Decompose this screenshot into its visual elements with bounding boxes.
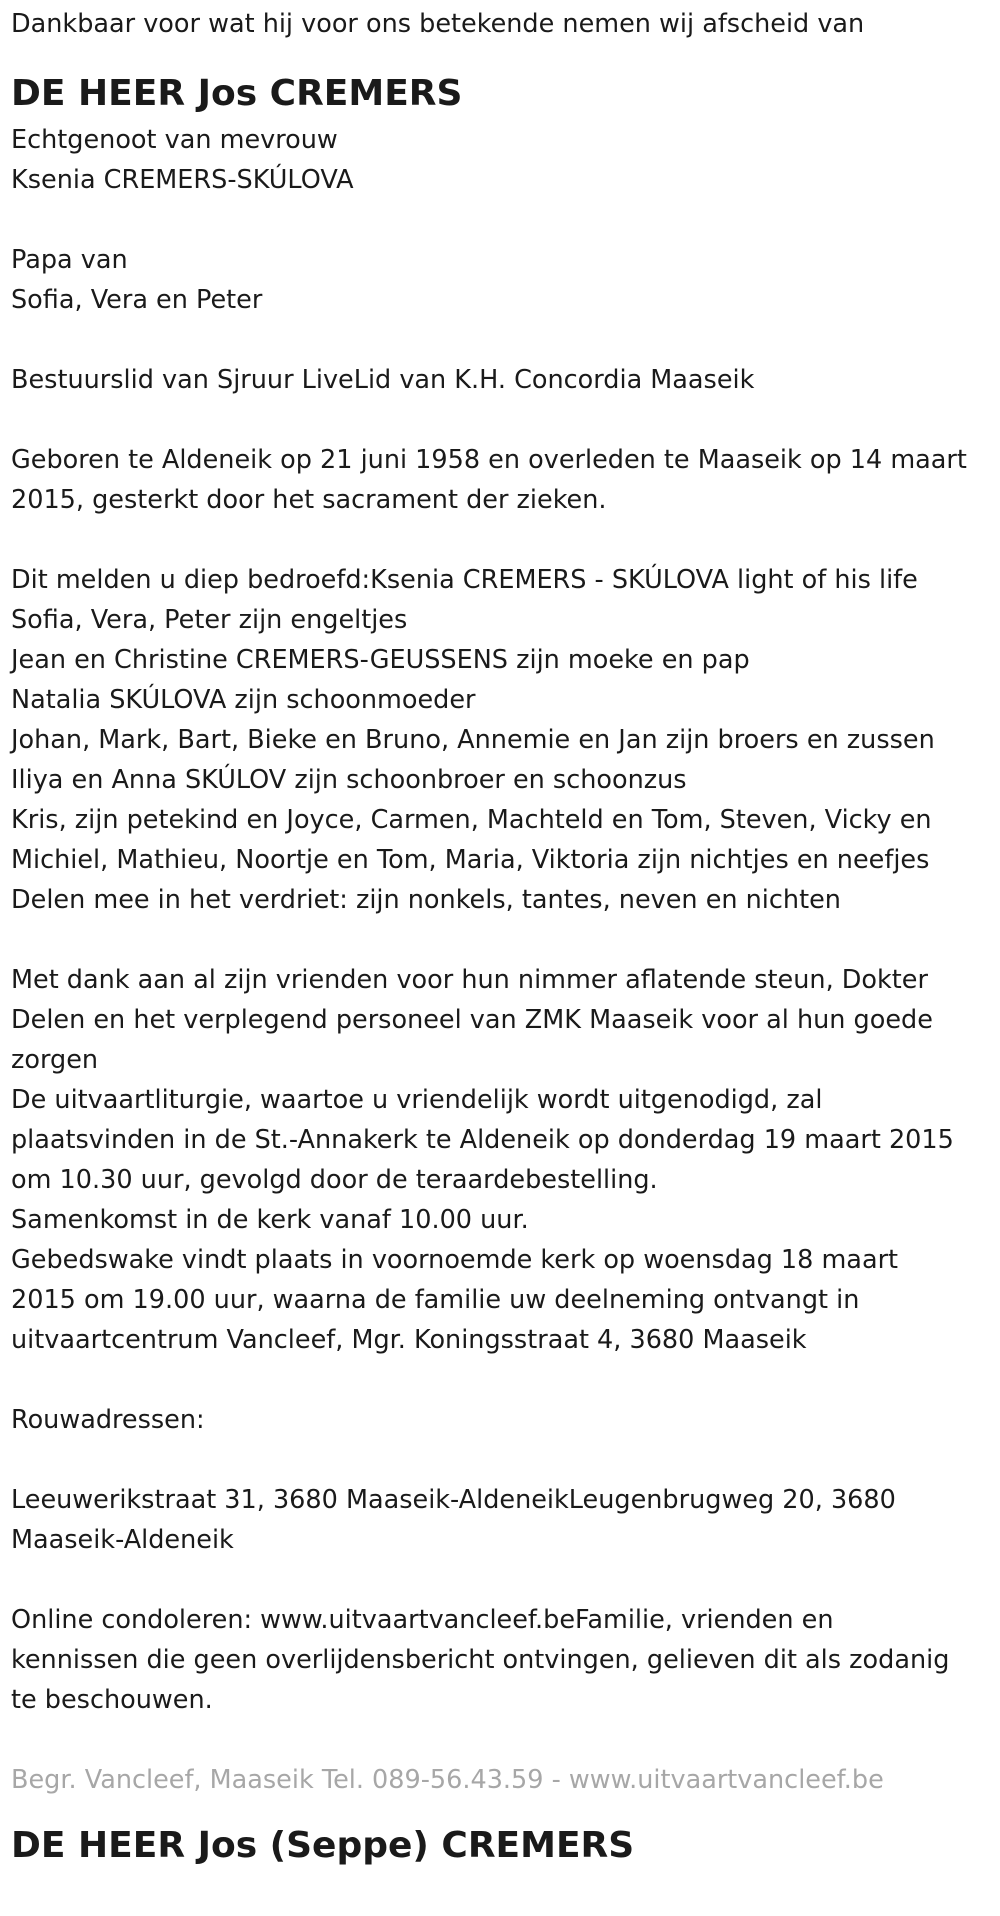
deceased-name-title: DE HEER Jos CREMERS (11, 73, 463, 114)
family-line: Delen mee in het verdriet: zijn nonkels, tantes, neven en nichten (11, 885, 841, 915)
family-line: Michiel, Mathieu, Noortje en Tom, Maria, Viktoria zijn nichtjes en neefjes (11, 845, 930, 875)
ceremony-line: Delen en het verplegend personeel van ZMK Maaseik voor al hun goede (11, 1005, 933, 1035)
spacer (11, 320, 990, 360)
family-line: Jean en Christine CREMERS-GEUSSENS zijn moeke en pap (11, 645, 750, 675)
birth-death-line: 2015, gesterkt door het sacrament der zieken. (11, 485, 607, 515)
children-section (11, 240, 990, 320)
spacer (11, 1360, 990, 1400)
condolences-section (11, 1600, 990, 1720)
address-line: Maaseik-Aldeneik (11, 1525, 234, 1555)
family-line: Johan, Mark, Bart, Bieke en Bruno, Annemie en Jan zijn broers en zussen (11, 725, 935, 755)
ceremony-line: uitvaartcentrum Vancleef, Mgr. Koningsstraat 4, 3680 Maaseik (11, 1325, 807, 1355)
condolences-line: te beschouwen. (11, 1685, 213, 1715)
spacer (11, 920, 990, 960)
addresses-section (11, 1480, 990, 1560)
family-line: Sofia, Vera, Peter zijn engeltjes (11, 605, 408, 635)
ceremony-line: plaatsvinden in de St.-Annakerk te Aldeneik op donderdag 19 maart 2015 (11, 1125, 954, 1155)
family-line: Iliya en Anna SKÚLOV zijn schoonbroer en schoonzus (11, 765, 687, 795)
family-line: Natalia SKÚLOVA zijn schoonmoeder (11, 685, 476, 715)
ceremony-line: Samenkomst in de kerk vanaf 10.00 uur. (11, 1205, 529, 1235)
spacer (11, 1560, 990, 1600)
children-line: Papa van (11, 245, 128, 275)
family-line: Kris, zijn petekind en Joyce, Carmen, Machteld en Tom, Steven, Vicky en (11, 805, 932, 835)
ceremony-section (11, 960, 990, 1360)
birth-death-section (11, 440, 990, 520)
children-line: Sofia, Vera en Peter (11, 285, 263, 315)
spacer (11, 1720, 990, 1760)
spouse-line: Ksenia CREMERS-SKÚLOVA (11, 165, 354, 195)
address-line: Leeuwerikstraat 31, 3680 Maaseik-AldeneikLeugenbrugweg 20, 3680 (11, 1485, 896, 1515)
birth-death-line: Geboren te Aldeneik op 21 juni 1958 en overleden te Maaseik op 14 maart (11, 445, 967, 475)
condolences-line: Online condoleren: www.uitvaartvancleef.beFamilie, vrienden en (11, 1605, 834, 1635)
spacer (11, 520, 990, 560)
funeral-home-footer: Begr. Vancleef, Maaseik Tel. 089-56.43.59 - www.uitvaartvancleef.be (11, 1765, 884, 1795)
ceremony-line: 2015 om 19.00 uur, waarna de familie uw deelneming ontvangt in (11, 1285, 860, 1315)
ceremony-line: De uitvaartliturgie, waartoe u vriendelijk wordt uitgenodigd, zal (11, 1085, 823, 1115)
ceremony-line: Met dank aan al zijn vrienden voor hun nimmer aflatende steun, Dokter (11, 965, 928, 995)
intro-text: Dankbaar voor wat hij voor ons betekende nemen wij afscheid van (11, 9, 865, 39)
roles-line: Bestuurslid van Sjruur LiveLid van K.H. Concordia Maaseik (11, 365, 755, 395)
spouse-line: Echtgenoot van mevrouw (11, 125, 338, 155)
spacer (11, 200, 990, 240)
family-section (11, 560, 990, 920)
second-name-title: DE HEER Jos (Seppe) CREMERS (11, 1825, 635, 1866)
ceremony-line: om 10.30 uur, gevolgd door de teraardebestelling. (11, 1165, 658, 1195)
ceremony-line: zorgen (11, 1045, 99, 1075)
condolences-line: kennissen die geen overlijdensbericht ontvingen, gelieven dit als zodanig (11, 1645, 950, 1675)
spacer (11, 400, 990, 440)
spouse-section (11, 120, 990, 200)
spacer (11, 1440, 990, 1480)
family-line: Dit melden u diep bedroefd:Ksenia CREMERS - SKÚLOVA light of his life (11, 565, 918, 595)
ceremony-line: Gebedswake vindt plaats in voornoemde kerk op woensdag 18 maart (11, 1245, 899, 1275)
addresses-label: Rouwadressen: (11, 1405, 205, 1435)
